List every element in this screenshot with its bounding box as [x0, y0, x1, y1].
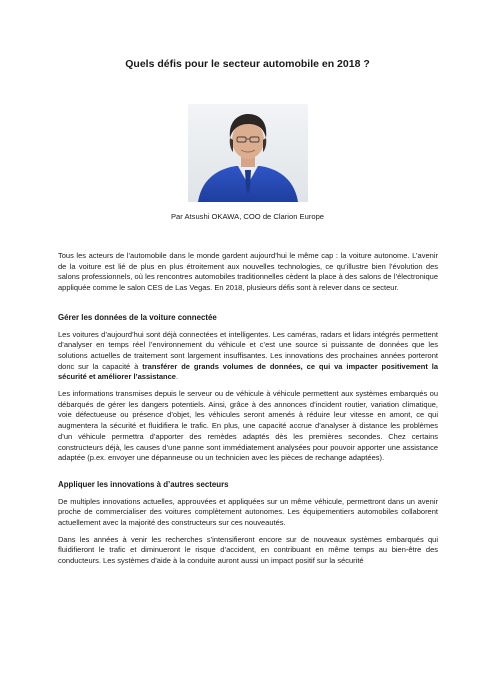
- section-heading-connected-car-data: Gérer les données de la voiture connectée: [58, 312, 217, 322]
- section1-paragraph-1-end: .: [175, 372, 179, 382]
- article-body: [58, 251, 438, 572]
- intro-paragraph: Tous les acteurs de l’automobile dans le monde gardent aujourd’hui le même cap : la voiture autonome. L’avenir de la voiture est lié de plus en plus étroitement aux nouvelles technologies, ce qu’illustre bien l’évolution des salons professionnels, où les rencontres automobiles traditionnelles cèdent la place à des salons de l’électronique appliquée comme le salon CES de Las Vegas. En 2018, plusieurs défis sont à relever dans ce secteur.: [58, 251, 438, 293]
- section1-paragraph-1-emphasis: transférer de grands volumes de données, ce qui va impacter positivement la sécurité et améliorer l’assistance: [58, 361, 438, 382]
- section1-paragraph-1: [58, 330, 438, 384]
- section1-paragraph-2: Les informations transmises depuis le serveur ou de véhicule à véhicule permettent aux systèmes embarqués ou débarqués de gérer les dangers potentiels. Ainsi, grâce à des annonces d’incident routier, variation climatique, voie défectueuse ou présence d’objet, les véhicules seront amenés à réduire leur vitesse en amont, ce qui augmentera la sécurité et fluidifiera le trafic. En plus, une capacité accrue d’analyser à distance les problèmes d’un véhicule permettra d’apporter des remèdes adaptés dès les premières secondes. Chez certains constructeurs déjà, les causes d’une panne sont immédiatement analysées pour pouvoir apporter une assistance adaptée (p.ex. envoyer une dépanneuse ou un technicien avec les pièces de rechange adaptées).: [58, 389, 438, 463]
- section2-paragraph-1: De multiples innovations actuelles, approuvées et appliquées sur un même véhicule, permettront dans un avenir proche de commercialiser des voitures complètement autonomes. Les équipementiers automobiles collaborent actuellement avec la majorité des constructeurs sur ces nouveautés.: [58, 496, 438, 528]
- section-heading-apply-innovations: Appliquer les innovations à d’autres secteurs: [58, 479, 229, 489]
- section1-paragraph-1-text: Les voitures d’aujourd’hui sont déjà connectées et intelligentes. Les caméras, radars et lidars intégrés permettent d’analyser en temps réel l’environnement du véhicule et c’est une source si puissante de données que les solutions actuelles de traitement sont largement insuffisantes. Les innovations des prochaines années porteront donc sur la capacité à: [58, 329, 438, 371]
- section2-paragraph-2: Dans les années à venir les recherches s’intensifieront encore sur de nouveaux systèmes embarqués qui fluidifieront le trafic et diminueront le risque d’accident, en contribuant en même temps au bien-être des conducteurs. Les systèmes d’aide à la conduite auront aussi un impact positif sur la sécurité: [58, 534, 438, 566]
- author-byline: Par Atsushi OKAWA, COO de Clarion Europe: [170, 212, 325, 221]
- author-portrait-image: [188, 104, 308, 202]
- document-title: Quels défis pour le secteur automobile en 2018 ?: [125, 58, 370, 70]
